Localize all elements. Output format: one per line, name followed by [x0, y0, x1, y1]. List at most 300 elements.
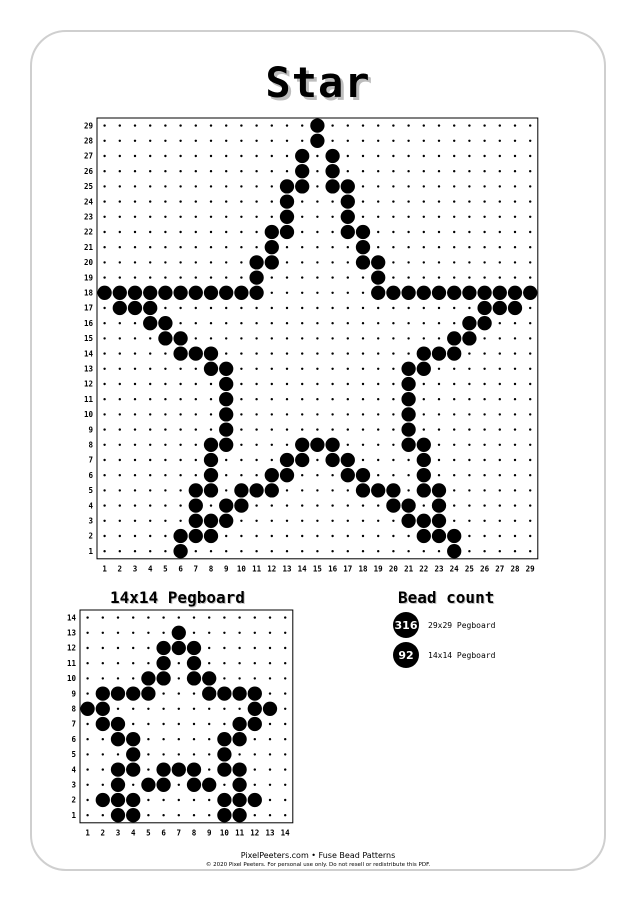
bead	[97, 286, 111, 300]
peg	[514, 155, 516, 157]
peg	[438, 474, 440, 476]
pegboard-border	[80, 610, 293, 823]
bead	[126, 808, 140, 822]
bead	[447, 286, 461, 300]
peg	[134, 459, 136, 461]
bead	[204, 483, 218, 497]
peg	[147, 799, 149, 801]
bead	[128, 301, 142, 315]
peg	[438, 216, 440, 218]
peg	[179, 368, 181, 370]
peg	[423, 550, 425, 552]
peg	[240, 124, 242, 126]
peg	[269, 723, 271, 725]
peg	[119, 352, 121, 354]
peg	[529, 444, 531, 446]
bead	[310, 438, 324, 452]
peg	[377, 504, 379, 506]
peg	[162, 799, 164, 801]
peg	[407, 155, 409, 157]
peg	[392, 276, 394, 278]
peg	[86, 753, 88, 755]
peg	[103, 352, 105, 354]
peg	[271, 170, 273, 172]
peg	[210, 276, 212, 278]
peg	[499, 459, 501, 461]
peg	[286, 383, 288, 385]
peg	[331, 216, 333, 218]
peg	[149, 261, 151, 263]
peg	[438, 337, 440, 339]
peg	[179, 246, 181, 248]
row-label: 12	[66, 643, 76, 653]
peg	[119, 428, 121, 430]
bead	[249, 255, 263, 269]
bead	[417, 514, 431, 528]
peg	[195, 307, 197, 309]
bead	[295, 164, 309, 178]
peg	[468, 140, 470, 142]
peg	[392, 352, 394, 354]
row-label: 15	[83, 334, 93, 344]
peg	[178, 708, 180, 710]
peg	[164, 504, 166, 506]
peg	[423, 383, 425, 385]
col-label: 12	[250, 828, 260, 838]
peg	[284, 784, 286, 786]
peg	[269, 799, 271, 801]
peg	[119, 276, 121, 278]
peg	[86, 647, 88, 649]
peg	[423, 231, 425, 233]
peg	[134, 368, 136, 370]
peg	[225, 474, 227, 476]
col-label: 18	[358, 564, 368, 574]
peg	[529, 200, 531, 202]
row-label: 20	[83, 258, 93, 268]
peg	[103, 261, 105, 263]
bead	[96, 686, 110, 700]
peg	[102, 662, 104, 664]
peg	[468, 261, 470, 263]
peg	[347, 352, 349, 354]
bead	[371, 255, 385, 269]
peg	[240, 337, 242, 339]
bead	[156, 641, 170, 655]
peg	[407, 140, 409, 142]
peg	[423, 155, 425, 157]
peg	[210, 246, 212, 248]
peg	[117, 708, 119, 710]
peg	[210, 185, 212, 187]
peg	[225, 489, 227, 491]
peg	[255, 520, 257, 522]
peg	[195, 368, 197, 370]
peg	[453, 216, 455, 218]
peg	[453, 140, 455, 142]
peg	[210, 322, 212, 324]
row-label: 13	[66, 628, 76, 638]
peg	[347, 292, 349, 294]
peg	[286, 170, 288, 172]
peg	[407, 231, 409, 233]
peg	[529, 155, 531, 157]
peg	[331, 352, 333, 354]
peg	[392, 185, 394, 187]
peg	[529, 322, 531, 324]
peg	[149, 535, 151, 537]
col-label: 23	[434, 564, 444, 574]
bead	[249, 286, 263, 300]
bead	[432, 483, 446, 497]
peg	[271, 444, 273, 446]
bead	[248, 793, 262, 807]
bead	[265, 483, 279, 497]
peg	[117, 662, 119, 664]
peg	[147, 738, 149, 740]
peg	[483, 124, 485, 126]
peg	[423, 276, 425, 278]
peg	[499, 428, 501, 430]
peg	[453, 474, 455, 476]
peg	[210, 307, 212, 309]
peg	[134, 246, 136, 248]
peg	[255, 413, 257, 415]
peg	[438, 155, 440, 157]
peg	[240, 155, 242, 157]
bead	[128, 286, 142, 300]
peg	[195, 550, 197, 552]
peg	[438, 276, 440, 278]
peg	[483, 550, 485, 552]
peg	[119, 124, 121, 126]
peg	[149, 368, 151, 370]
peg	[119, 398, 121, 400]
peg	[164, 261, 166, 263]
peg	[362, 216, 364, 218]
peg	[286, 535, 288, 537]
peg	[377, 352, 379, 354]
peg	[86, 632, 88, 634]
peg	[347, 124, 349, 126]
large-pegboard-grid	[82, 112, 550, 574]
bead	[204, 514, 218, 528]
peg	[195, 140, 197, 142]
peg	[271, 550, 273, 552]
bead	[325, 453, 339, 467]
peg	[499, 535, 501, 537]
peg	[149, 337, 151, 339]
peg	[134, 550, 136, 552]
peg	[284, 677, 286, 679]
peg	[529, 352, 531, 354]
peg	[468, 155, 470, 157]
bead	[462, 316, 476, 330]
peg	[195, 185, 197, 187]
peg	[119, 489, 121, 491]
bead	[202, 778, 216, 792]
peg	[103, 185, 105, 187]
peg	[164, 383, 166, 385]
peg	[178, 723, 180, 725]
peg	[102, 753, 104, 755]
peg	[134, 474, 136, 476]
peg	[149, 520, 151, 522]
col-label: 28	[510, 564, 520, 574]
row-label: 27	[83, 151, 93, 161]
peg	[271, 413, 273, 415]
peg	[468, 444, 470, 446]
peg	[208, 768, 210, 770]
peg	[269, 814, 271, 816]
peg	[453, 504, 455, 506]
peg	[453, 428, 455, 430]
peg	[208, 662, 210, 664]
peg	[316, 504, 318, 506]
peg	[103, 155, 105, 157]
bead	[295, 179, 309, 193]
peg	[468, 170, 470, 172]
bead	[234, 498, 248, 512]
bead	[219, 377, 233, 391]
peg	[271, 200, 273, 202]
bead	[401, 286, 415, 300]
peg	[132, 784, 134, 786]
peg	[210, 170, 212, 172]
peg	[331, 520, 333, 522]
peg	[103, 322, 105, 324]
peg	[453, 322, 455, 324]
peg	[195, 231, 197, 233]
peg	[514, 459, 516, 461]
peg	[499, 322, 501, 324]
bead	[295, 438, 309, 452]
peg	[499, 246, 501, 248]
peg	[301, 292, 303, 294]
peg	[529, 459, 531, 461]
peg	[225, 216, 227, 218]
peg	[407, 307, 409, 309]
peg	[284, 662, 286, 664]
peg	[164, 444, 166, 446]
bead	[232, 793, 246, 807]
peg	[102, 738, 104, 740]
peg	[301, 231, 303, 233]
peg	[331, 489, 333, 491]
peg	[407, 200, 409, 202]
peg	[134, 398, 136, 400]
peg	[529, 428, 531, 430]
row-label: 19	[83, 273, 93, 283]
peg	[377, 413, 379, 415]
bead	[371, 286, 385, 300]
peg	[529, 307, 531, 309]
peg	[179, 307, 181, 309]
bead	[217, 808, 231, 822]
peg	[119, 261, 121, 263]
peg	[347, 383, 349, 385]
peg	[483, 489, 485, 491]
peg	[132, 677, 134, 679]
peg	[271, 337, 273, 339]
row-label: 6	[71, 734, 76, 744]
peg	[284, 768, 286, 770]
peg	[377, 200, 379, 202]
peg	[529, 170, 531, 172]
peg	[103, 124, 105, 126]
peg	[453, 368, 455, 370]
row-label: 14	[83, 349, 93, 359]
peg	[499, 413, 501, 415]
peg	[301, 520, 303, 522]
peg	[301, 504, 303, 506]
peg	[254, 738, 256, 740]
peg	[117, 677, 119, 679]
peg	[164, 368, 166, 370]
bead	[341, 179, 355, 193]
peg	[269, 753, 271, 755]
peg	[377, 246, 379, 248]
peg	[271, 398, 273, 400]
peg	[240, 185, 242, 187]
peg	[514, 216, 516, 218]
peg	[86, 692, 88, 694]
peg	[240, 231, 242, 233]
peg	[483, 383, 485, 385]
small-pegboard-heading: 14x14 Pegboard	[110, 588, 245, 607]
peg	[210, 413, 212, 415]
peg	[362, 307, 364, 309]
peg	[392, 520, 394, 522]
peg	[483, 170, 485, 172]
peg	[407, 489, 409, 491]
peg	[423, 170, 425, 172]
col-label: 15	[312, 564, 322, 574]
peg	[164, 520, 166, 522]
peg	[331, 307, 333, 309]
peg	[240, 413, 242, 415]
bead	[310, 118, 324, 132]
bead	[143, 316, 157, 330]
peg	[438, 459, 440, 461]
peg	[468, 520, 470, 522]
peg	[423, 185, 425, 187]
peg	[286, 428, 288, 430]
peg	[347, 261, 349, 263]
peg	[362, 368, 364, 370]
peg	[132, 616, 134, 618]
peg	[453, 276, 455, 278]
bead	[341, 194, 355, 208]
peg	[362, 413, 364, 415]
peg	[347, 428, 349, 430]
row-label: 25	[83, 182, 93, 192]
peg	[529, 550, 531, 552]
peg	[453, 231, 455, 233]
peg	[377, 459, 379, 461]
peg	[529, 261, 531, 263]
bead	[232, 762, 246, 776]
peg	[347, 535, 349, 537]
peg	[529, 368, 531, 370]
peg	[316, 474, 318, 476]
peg	[134, 489, 136, 491]
row-label: 11	[66, 658, 76, 668]
peg	[134, 428, 136, 430]
peg	[119, 170, 121, 172]
bead	[477, 316, 491, 330]
peg	[255, 200, 257, 202]
bead	[202, 671, 216, 685]
peg	[119, 231, 121, 233]
bead	[219, 498, 233, 512]
peg	[362, 200, 364, 202]
peg	[453, 155, 455, 157]
peg	[271, 216, 273, 218]
peg	[499, 200, 501, 202]
peg	[301, 383, 303, 385]
peg	[103, 520, 105, 522]
peg	[193, 708, 195, 710]
peg	[377, 307, 379, 309]
peg	[362, 155, 364, 157]
peg	[301, 352, 303, 354]
peg	[438, 200, 440, 202]
peg	[269, 677, 271, 679]
peg	[178, 677, 180, 679]
peg	[514, 474, 516, 476]
peg	[103, 459, 105, 461]
peg	[499, 261, 501, 263]
peg	[193, 738, 195, 740]
peg	[347, 276, 349, 278]
peg	[438, 550, 440, 552]
peg	[407, 337, 409, 339]
peg	[178, 616, 180, 618]
bead	[447, 544, 461, 558]
bead	[417, 362, 431, 376]
peg	[362, 322, 364, 324]
peg	[149, 185, 151, 187]
peg	[208, 723, 210, 725]
bead	[341, 210, 355, 224]
peg	[162, 692, 164, 694]
peg	[499, 444, 501, 446]
peg	[195, 383, 197, 385]
peg	[377, 535, 379, 537]
peg	[286, 520, 288, 522]
peg	[529, 216, 531, 218]
peg	[103, 428, 105, 430]
peg	[164, 246, 166, 248]
peg	[377, 140, 379, 142]
bead	[417, 483, 431, 497]
peg	[316, 261, 318, 263]
peg	[223, 723, 225, 725]
col-label: 1	[102, 564, 107, 574]
peg	[255, 322, 257, 324]
peg	[301, 337, 303, 339]
peg	[149, 489, 151, 491]
peg	[362, 504, 364, 506]
bead-count-row-large	[393, 612, 495, 638]
peg	[453, 413, 455, 415]
peg	[438, 231, 440, 233]
peg	[254, 662, 256, 664]
row-label: 5	[71, 750, 76, 760]
col-label: 1	[85, 828, 90, 838]
row-label: 28	[83, 136, 93, 146]
